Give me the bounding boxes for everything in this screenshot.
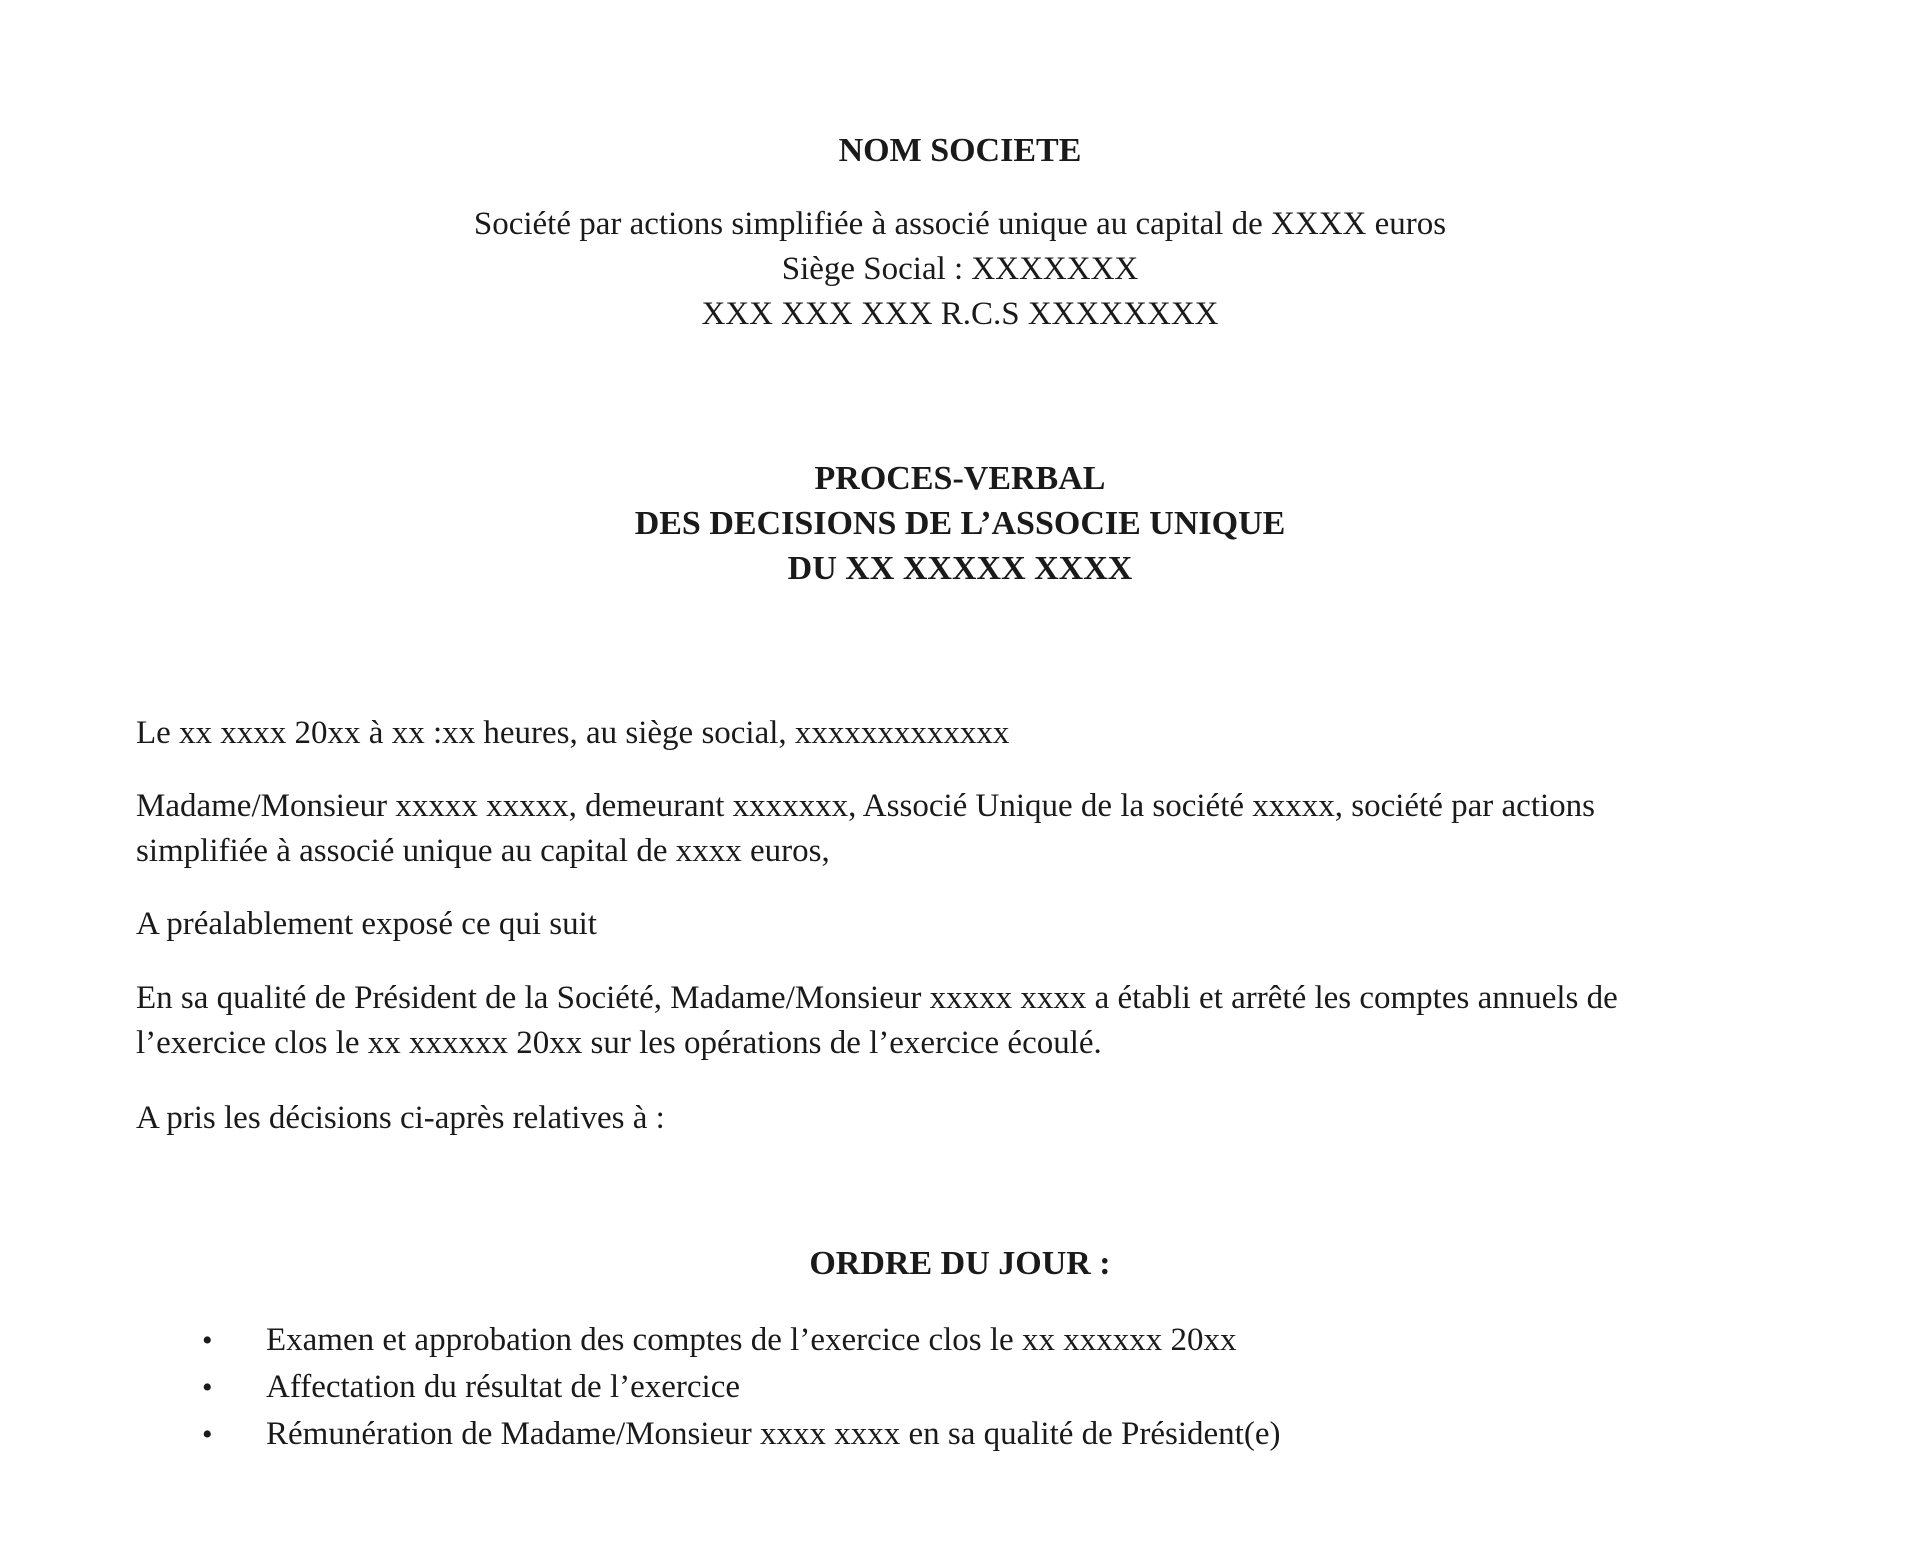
bullet-icon: • (202, 1371, 213, 1404)
agenda-item-text: Affectation du résultat de l’exercice (266, 1369, 740, 1405)
president-paragraph-line-2: l’exercice clos le xx xxxxxx 20xx sur les opérations de l’exercice écoulé. (136, 1025, 1102, 1061)
agenda-title: ORDRE DU JOUR : (809, 1245, 1111, 1282)
agenda-list-item (202, 1322, 1236, 1359)
document-title-line-3: DU XX XXXXX XXXX (787, 550, 1133, 587)
president-paragraph-line-1: En sa qualité de Président de la Société, Madame/Monsieur xxxxx xxxx a établi et arrêté les comptes annuels de (136, 980, 1618, 1016)
document-title-line-2: DES DECISIONS DE L’ASSOCIE UNIQUE (634, 505, 1286, 542)
document-title-line-1: PROCES-VERBAL (814, 460, 1106, 497)
associate-paragraph-line-2: simplifiée à associé unique au capital de xxxx euros, (136, 833, 830, 869)
company-rcs: XXX XXX XXX R.C.S XXXXXXXX (701, 296, 1219, 332)
agenda-list-item (202, 1369, 740, 1406)
decisions-paragraph: A pris les décisions ci-après relatives à : (136, 1100, 665, 1136)
associate-paragraph-line-1: Madame/Monsieur xxxxx xxxxx, demeurant xxxxxxx, Associé Unique de la société xxxxx, société par actions (136, 788, 1595, 824)
agenda-item-text: Rémunération de Madame/Monsieur xxxx xxxx en sa qualité de Président(e) (266, 1416, 1281, 1452)
preliminary-paragraph: A préalablement exposé ce qui suit (136, 906, 597, 942)
bullet-icon: • (202, 1418, 213, 1451)
agenda-list-item (202, 1416, 1280, 1453)
bullet-icon: • (202, 1324, 213, 1357)
company-name: NOM SOCIETE (838, 132, 1082, 169)
company-form: Société par actions simplifiée à associé unique au capital de XXXX euros (473, 206, 1447, 242)
company-seat: Siège Social : XXXXXXX (781, 251, 1139, 287)
agenda-item-text: Examen et approbation des comptes de l’exercice clos le xx xxxxxx 20xx (266, 1322, 1237, 1358)
date-paragraph: Le xx xxxx 20xx à xx :xx heures, au siège social, xxxxxxxxxxxxx (136, 715, 1010, 751)
